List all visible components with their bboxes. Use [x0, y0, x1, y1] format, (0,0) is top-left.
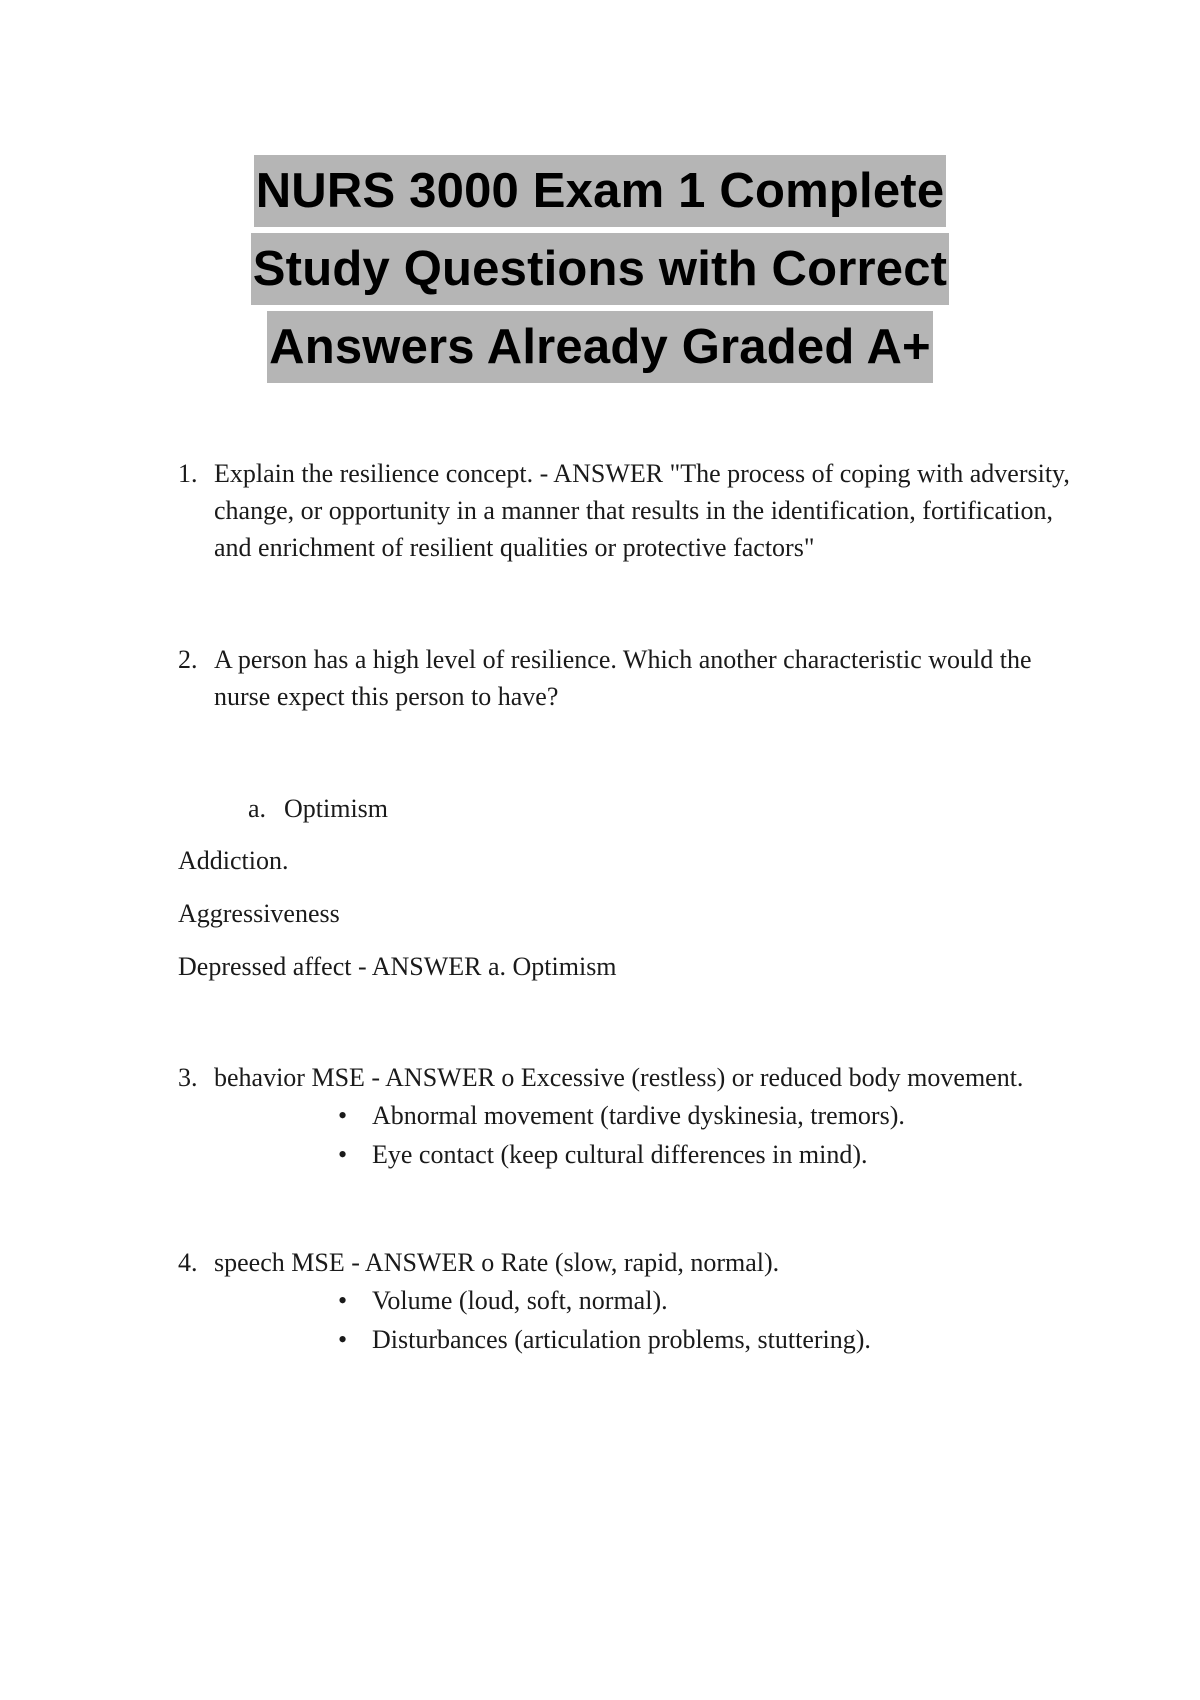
option-text: Optimism [284, 794, 389, 823]
bullet-icon: • [338, 1101, 348, 1130]
list-item-text: Volume (loud, soft, normal). [372, 1286, 668, 1315]
list-item-text: Disturbances (articulation problems, stuttering). [372, 1325, 871, 1354]
bullet-icon: • [338, 1325, 348, 1354]
question-1 [178, 455, 1078, 566]
document-title [0, 155, 1200, 389]
bullet-icon: • [338, 1140, 348, 1169]
bullet-icon: • [338, 1286, 348, 1315]
title-line-1: NURS 3000 Exam 1 Complete [254, 155, 947, 227]
bullet-list [178, 1096, 1078, 1174]
option-label: a. [248, 794, 267, 823]
question-number: 1. [178, 459, 198, 488]
question-4 [178, 1244, 1078, 1281]
option-item: Aggressiveness [178, 899, 340, 928]
option-a [178, 790, 1078, 827]
question-number: 2. [178, 645, 198, 674]
option-item: Depressed affect - ANSWER a. Optimism [178, 952, 617, 981]
question-text: Explain the resilience concept. - ANSWER "The process of coping with adversity, change, or opportunity in a manner that results in the identification, fortification, and enrichment of resilient qualities or protective factors" [214, 459, 1070, 562]
bullet-list [178, 1281, 1078, 1359]
list-item [336, 1096, 1078, 1135]
list-item-text: Eye contact (keep cultural differences in mind). [372, 1140, 868, 1169]
list-item-text: Abnormal movement (tardive dyskinesia, tremors). [372, 1101, 905, 1130]
list-item [336, 1281, 1078, 1320]
title-line-3: Answers Already Graded A+ [267, 311, 933, 383]
question-number: 3. [178, 1063, 198, 1092]
question-list [178, 455, 1078, 1359]
question-3 [178, 1059, 1078, 1096]
question-text: speech MSE - ANSWER o Rate (slow, rapid, normal). [214, 1248, 780, 1277]
question-number: 4. [178, 1248, 198, 1277]
title-line-2: Study Questions with Correct [251, 233, 949, 305]
question-text: A person has a high level of resilience. Which another characteristic would the nurse expect this person to have? [214, 645, 1032, 711]
question-text: behavior MSE - ANSWER o Excessive (restless) or reduced body movement. [214, 1063, 1024, 1092]
list-item [336, 1135, 1078, 1174]
list-item [336, 1320, 1078, 1359]
option-item: Addiction. [178, 846, 289, 875]
question-2 [178, 641, 1078, 715]
